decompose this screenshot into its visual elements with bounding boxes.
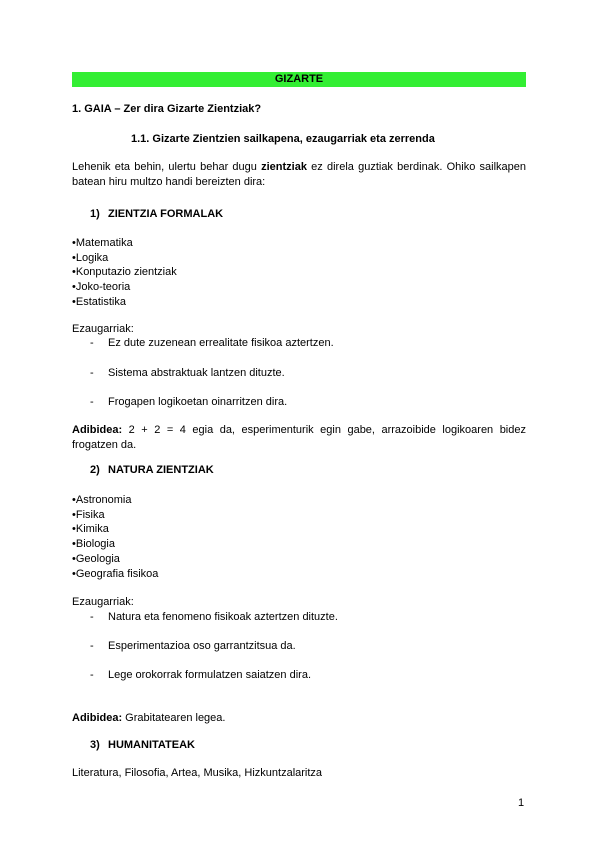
dash-marker: - [90,640,94,652]
dash-marker: - [90,611,94,623]
natural-number: 2) [90,464,100,476]
list-item: •Joko-teoria [72,281,131,294]
natural-example [72,711,526,726]
formal-feature-item: Ez dute zuzenean errealitate fisikoa aztertzen. [108,337,334,349]
list-item: •Konputazio zientziak [72,266,177,279]
list-item: •Kimika [72,523,109,536]
natural-feature-item: Natura eta fenomeno fisikoak aztertzen dituzte. [108,611,338,623]
natural-feature-item: Esperimentazioa oso garrantzitsua da. [108,640,296,652]
humanities-text: Literatura, Filosofia, Artea, Musika, Hizkuntzalaritza [72,767,323,779]
chapter-title: 1. GAIA – Zer dira Gizarte Zientziak? [72,103,262,115]
formal-number: 1) [90,208,100,220]
example-label: Adibidea: [72,424,123,436]
page-number: 1 [518,797,525,809]
example-text: Grabitatearen legea. [122,712,226,724]
intro-text-after: ez direla guztiak berdinak. Ohiko sailkapen batean hiru multzo handi bereizten dira: [72,161,526,188]
list-item: •Fisika [72,508,105,521]
list-item: •Matematika [72,237,133,249]
humanities-number: 3) [90,739,100,751]
formal-feature-item: Frogapen logikoetan oinarritzen dira. [108,396,288,408]
example-label: Adibidea: [72,712,123,724]
intro-text-bold: zientziak [261,161,307,173]
banner-title: GIZARTE [72,72,526,87]
list-item: •Geografia fisikoa [72,567,159,580]
list-item: •Biologia [72,538,115,551]
dash-marker: - [90,396,94,408]
section-title: 1.1. Gizarte Zientzien sailkapena, ezaugarriak eta zerrenda [131,133,435,145]
natural-heading: NATURA ZIENTZIAK [108,464,214,476]
natural-feature-item: Lege orokorrak formulatzen saiatzen dira. [108,669,311,681]
dash-marker: - [90,337,94,349]
example-text: 2 + 2 = 4 egia da, esperimenturik egin gabe, arrazoibide logikoaren bidez frogatzen da. [72,424,526,451]
list-item: •Logika [72,251,109,264]
formal-list [72,236,177,310]
humanities-heading: HUMANITATEAK [108,739,195,751]
list-item: •Estatistika [72,295,126,308]
formal-heading: ZIENTZIA FORMALAK [108,208,224,220]
intro-paragraph [72,160,526,190]
natural-list [72,493,158,581]
dash-marker: - [90,669,94,681]
natural-features-label: Ezaugarriak: [72,596,134,608]
formal-features-label: Ezaugarriak: [72,323,134,335]
formal-feature-item: Sistema abstraktuak lantzen dituzte. [108,367,285,379]
dash-marker: - [90,367,94,379]
formal-example [72,423,526,453]
intro-text-before: Lehenik eta behin, ulertu behar dugu [72,161,262,173]
list-item: •Geologia [72,552,120,565]
list-item: •Astronomia [72,494,132,506]
